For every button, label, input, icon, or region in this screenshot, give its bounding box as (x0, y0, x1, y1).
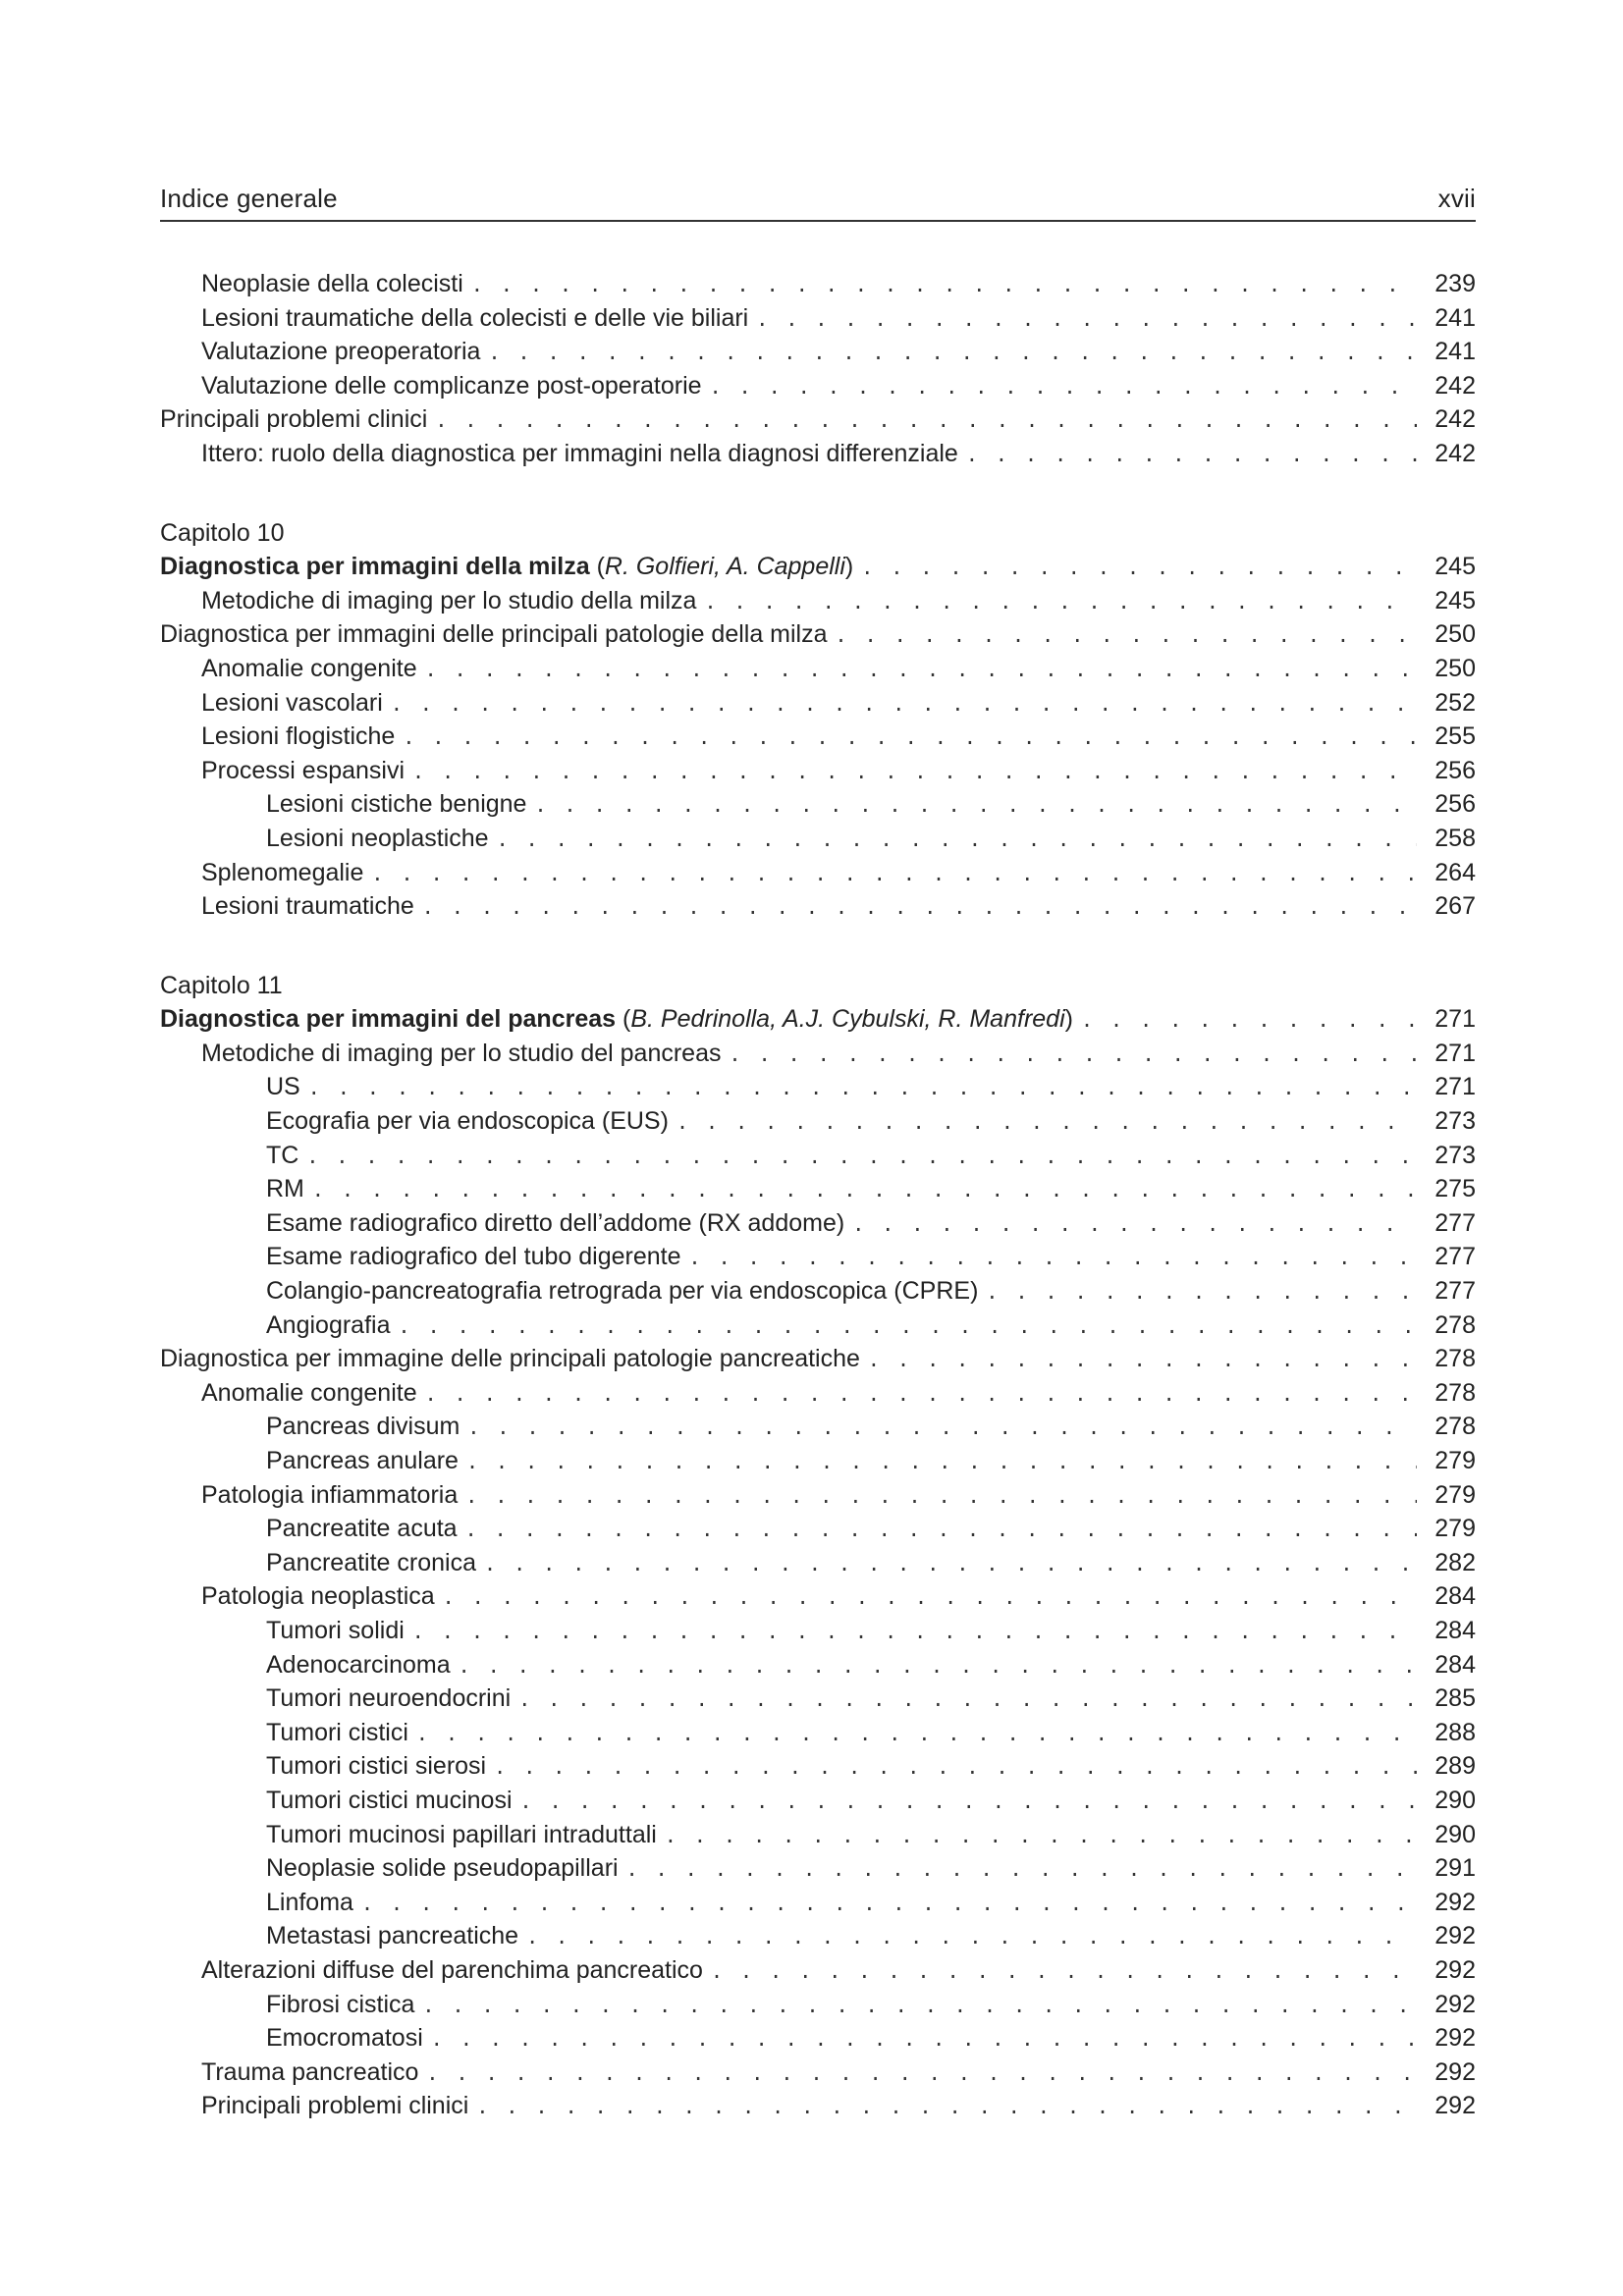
dot-leader (710, 370, 1417, 404)
dot-leader (306, 1140, 1417, 1174)
toc-entry[interactable] (160, 1784, 1476, 1818)
toc-entry[interactable] (160, 652, 1476, 686)
toc-page-number: 271 (1434, 1039, 1476, 1067)
toc-entry[interactable] (160, 1070, 1476, 1104)
toc-page-number: 273 (1434, 1107, 1476, 1136)
dot-leader (422, 890, 1417, 925)
toc-section (160, 969, 1476, 2123)
toc-entry-title: Linfoma (266, 1888, 353, 1916)
toc-page-number: 292 (1434, 1990, 1476, 2018)
dot-leader (966, 438, 1417, 472)
chapter-title: Diagnostica per immagini della milza (160, 553, 590, 581)
toc-entry-title: Lesioni traumatiche della colecisti e delle vie biliari (201, 303, 749, 332)
toc-page-number: 292 (1434, 1888, 1476, 1916)
dot-leader (494, 1750, 1417, 1785)
toc-entry[interactable] (160, 1919, 1476, 1953)
toc-entry[interactable] (160, 1274, 1476, 1308)
toc-entry-title: RM (266, 1175, 304, 1203)
toc-entry-title: Esame radiografico del tubo digerente (266, 1243, 681, 1271)
toc-entry-title: Tumori mucinosi papillari intraduttali (266, 1820, 657, 1848)
dot-leader (416, 1717, 1417, 1751)
toc-page-number: 250 (1434, 654, 1476, 682)
toc-entry[interactable] (160, 720, 1476, 754)
toc-page-number: 278 (1434, 1310, 1476, 1339)
toc-entry-title: Lesioni traumatiche (201, 892, 414, 921)
dot-leader (398, 1309, 1417, 1344)
toc-entry[interactable] (160, 1206, 1476, 1241)
toc-entry-title: Fibrosi cistica (266, 1990, 415, 2018)
toc-entry-title: Lesioni neoplastiche (266, 824, 489, 852)
toc-page-number: 255 (1434, 722, 1476, 751)
toc-page-number: 284 (1434, 1650, 1476, 1679)
dot-leader (520, 1785, 1417, 1819)
toc-entry-title: Metodiche di imaging per lo studio del pancreas (201, 1039, 722, 1067)
toc-entry[interactable] (160, 2056, 1476, 2090)
toc-entry[interactable] (160, 437, 1476, 471)
chapter-authors: R. Golfieri, A. Cappelli (604, 553, 845, 581)
toc-entry[interactable] (160, 1716, 1476, 1750)
toc-entry-title: Neoplasie della colecisti (201, 270, 463, 297)
toc-entry[interactable] (160, 1444, 1476, 1478)
toc-page-number: 292 (1434, 2024, 1476, 2053)
chapter-authors: B. Pedrinolla, A.J. Cybulski, R. Manfredi (630, 1005, 1065, 1034)
toc-section (160, 267, 1476, 471)
toc-entry[interactable] (160, 617, 1476, 652)
dot-leader (425, 1377, 1417, 1412)
toc-page-number: 273 (1434, 1141, 1476, 1169)
table-of-contents (160, 267, 1476, 2123)
dot-leader (426, 2056, 1417, 2091)
toc-page-number: 241 (1434, 338, 1476, 366)
toc-page-number: 242 (1434, 405, 1476, 434)
toc-entry-title: Tumori cistici sierosi (266, 1752, 487, 1781)
toc-page-number: 290 (1434, 1820, 1476, 1848)
dot-leader (986, 1275, 1417, 1309)
toc-entry-title: Principali problemi clinici (160, 405, 428, 434)
toc-entry[interactable] (160, 1546, 1476, 1580)
toc-page-number: 278 (1434, 1378, 1476, 1407)
toc-entry-title: Metastasi pancreatiche (266, 1922, 519, 1950)
dot-leader (459, 1649, 1417, 1683)
toc-entry[interactable] (160, 1139, 1476, 1173)
toc-entry[interactable] (160, 2089, 1476, 2123)
toc-entry[interactable] (160, 787, 1476, 822)
toc-page-number: 256 (1434, 790, 1476, 819)
toc-entry[interactable] (160, 1614, 1476, 1648)
toc-entry-title: Valutazione delle complicanze post-operatorie (201, 371, 702, 400)
toc-page-number: 277 (1434, 1208, 1476, 1237)
toc-entry[interactable] (160, 1240, 1476, 1274)
dot-leader (425, 653, 1417, 687)
toc-entry-title: Processi espansivi (201, 756, 406, 784)
toc-page-number: 277 (1434, 1243, 1476, 1271)
dot-leader (756, 302, 1417, 337)
dot-leader (484, 1547, 1417, 1581)
toc-page-number: 245 (1434, 586, 1476, 614)
toc-page-number: 288 (1434, 1718, 1476, 1746)
toc-page-number: 241 (1434, 303, 1476, 332)
dot-leader (361, 1887, 1417, 1921)
toc-entry[interactable] (160, 1579, 1476, 1614)
dot-leader (665, 1819, 1417, 1853)
dot-leader (852, 1207, 1417, 1242)
toc-entry[interactable] (160, 1749, 1476, 1784)
dot-leader (711, 1954, 1417, 1989)
toc-page-number: 279 (1434, 1447, 1476, 1474)
toc-entry[interactable] (160, 584, 1476, 618)
toc-entry-title: Patologia infiammatoria (201, 1480, 459, 1509)
section-gap (160, 471, 1476, 516)
toc-entry[interactable] (160, 1172, 1476, 1206)
toc-entry-title: US (266, 1073, 300, 1101)
toc-entry[interactable] (160, 754, 1476, 788)
toc-page-number: 278 (1434, 1413, 1476, 1441)
toc-entry[interactable] (160, 1002, 1476, 1037)
toc-entry-title: Trauma pancreatico (201, 2057, 419, 2086)
toc-entry[interactable] (160, 1988, 1476, 2022)
toc-entry[interactable] (160, 889, 1476, 924)
toc-entry[interactable] (160, 1682, 1476, 1716)
dot-leader (488, 336, 1417, 370)
toc-entry-title: Diagnostica per immagini del pancreas (B. Pedrinolla, A.J. Cybulski, R. Manfredi) (160, 1005, 1073, 1034)
dot-leader (431, 2022, 1417, 2056)
toc-page-number: 258 (1434, 824, 1476, 852)
toc-entry-title: Pancreatite acuta (266, 1515, 458, 1543)
toc-entry-title: Tumori cistici mucinosi (266, 1786, 513, 1814)
toc-entry-title: Patologia neoplastica (201, 1582, 435, 1611)
dot-leader (312, 1173, 1417, 1207)
toc-entry[interactable] (160, 267, 1476, 301)
toc-entry-title: Emocromatosi (266, 2024, 423, 2053)
toc-page-number: 271 (1434, 1005, 1476, 1034)
toc-page-number: 292 (1434, 1922, 1476, 1950)
toc-entry-title: Angiografia (266, 1310, 391, 1339)
toc-entry-title: Lesioni cistiche benigne (266, 790, 527, 819)
toc-entry-title: Anomalie congenite (201, 654, 417, 682)
toc-page-number: 267 (1434, 892, 1476, 921)
toc-entry[interactable] (160, 822, 1476, 856)
toc-entry-title: Adenocarcinoma (266, 1650, 451, 1679)
dot-leader (676, 1105, 1417, 1140)
toc-page-number: 284 (1434, 1582, 1476, 1611)
dot-leader (518, 1682, 1417, 1717)
toc-entry-title: Colangio-pancreatografia retrograda per via endoscopica (CPRE) (266, 1277, 979, 1306)
toc-page-number: 242 (1434, 371, 1476, 400)
toc-entry-title: Pancreas anulare (266, 1447, 459, 1474)
toc-entry[interactable] (160, 1953, 1476, 1988)
toc-entry-title: Splenomegalie (201, 858, 364, 886)
toc-page-number: 245 (1434, 553, 1476, 581)
toc-page-number: 278 (1434, 1345, 1476, 1373)
dot-leader (467, 1411, 1417, 1445)
dot-leader (465, 1513, 1417, 1547)
dot-leader (526, 1920, 1417, 1954)
toc-entry[interactable] (160, 301, 1476, 336)
toc-entry[interactable] (160, 1342, 1476, 1376)
toc-entry-title: Anomalie congenite (201, 1378, 417, 1407)
dot-leader (836, 618, 1417, 653)
toc-page-number: 256 (1434, 756, 1476, 784)
dot-leader (1081, 1003, 1417, 1038)
toc-entry[interactable] (160, 1410, 1476, 1444)
toc-entry[interactable] (160, 1648, 1476, 1682)
dot-leader (443, 1580, 1417, 1615)
dot-leader (391, 687, 1417, 721)
toc-entry[interactable] (160, 1376, 1476, 1411)
chapter-label: Capitolo 11 (160, 971, 283, 999)
toc-entry-title: Diagnostica per immagini della milza (R. Golfieri, A. Cappelli) (160, 553, 854, 581)
toc-entry-title: Neoplasie solide pseudopapillari (266, 1854, 619, 1883)
toc-entry[interactable] (160, 2021, 1476, 2056)
toc-page-number: 264 (1434, 858, 1476, 886)
toc-entry-title: Tumori solidi (266, 1616, 405, 1644)
toc-page-number: 250 (1434, 620, 1476, 649)
toc-entry[interactable] (160, 335, 1476, 369)
toc-entry-title: Diagnostica per immagini delle principali patologie della milza (160, 620, 828, 649)
toc-page-number: 289 (1434, 1752, 1476, 1781)
dot-leader (435, 403, 1417, 438)
dot-leader (412, 1615, 1417, 1649)
toc-entry-title: Ittero: ruolo della diagnostica per immagini nella diagnosi differenziale (201, 439, 958, 467)
section-gap (160, 924, 1476, 969)
toc-page-number: 284 (1434, 1616, 1476, 1644)
toc-entry[interactable] (160, 1818, 1476, 1852)
dot-leader (861, 551, 1417, 585)
toc-page-number: 242 (1434, 439, 1476, 467)
toc-entry[interactable] (160, 1104, 1476, 1139)
toc-entry-title: Metodiche di imaging per lo studio della milza (201, 586, 697, 614)
dot-leader (534, 788, 1417, 823)
toc-entry[interactable] (160, 1478, 1476, 1513)
toc-entry-title: Esame radiografico diretto dell’addome (RX addome) (266, 1208, 845, 1237)
dot-leader (476, 2090, 1417, 2124)
toc-entry[interactable] (160, 1886, 1476, 1920)
dot-leader (371, 857, 1417, 891)
toc-entry[interactable] (160, 369, 1476, 403)
toc-entry-title: Valutazione preoperatoria (201, 338, 481, 366)
toc-page-number: 282 (1434, 1548, 1476, 1576)
dot-leader (403, 721, 1417, 755)
toc-page-number: 285 (1434, 1684, 1476, 1713)
dot-leader (497, 823, 1417, 857)
dot-leader (868, 1343, 1417, 1377)
toc-entry-title: Tumori neuroendocrini (266, 1684, 512, 1713)
dot-leader (412, 755, 1417, 789)
toc-page-number: 291 (1434, 1854, 1476, 1883)
dot-leader (704, 585, 1417, 619)
toc-entry-title: Pancreatite cronica (266, 1548, 477, 1576)
toc-page-number: 279 (1434, 1515, 1476, 1543)
dot-leader (465, 1479, 1417, 1514)
toc-page-number: 292 (1434, 2092, 1476, 2120)
toc-page-number: 252 (1434, 688, 1476, 717)
toc-entry-title: Ecografia per via endoscopica (EUS) (266, 1107, 669, 1136)
toc-entry[interactable] (160, 856, 1476, 890)
page-header (160, 183, 1476, 222)
toc-entry-title: Lesioni vascolari (201, 688, 383, 717)
toc-entry-title: Tumori cistici (266, 1718, 408, 1746)
toc-section (160, 516, 1476, 924)
toc-page-number: 277 (1434, 1277, 1476, 1306)
toc-entry[interactable] (160, 686, 1476, 721)
dot-leader (729, 1038, 1417, 1072)
chapter-label: Capitolo 10 (160, 518, 285, 547)
toc-entry[interactable] (160, 1851, 1476, 1886)
toc-entry[interactable] (160, 402, 1476, 437)
toc-entry[interactable] (160, 550, 1476, 584)
toc-page-number: 279 (1434, 1480, 1476, 1509)
toc-entry[interactable] (160, 1308, 1476, 1343)
toc-entry[interactable] (160, 1512, 1476, 1546)
toc-entry-title: TC (266, 1141, 299, 1169)
toc-entry-title: Pancreas divisum (266, 1413, 460, 1441)
dot-leader (308, 1071, 1417, 1105)
toc-page-number: 271 (1434, 1073, 1476, 1101)
toc-entry-title: Diagnostica per immagine delle principali patologie pancreatiche (160, 1345, 860, 1373)
page-number: xvii (1437, 184, 1476, 213)
toc-page-number: 292 (1434, 1955, 1476, 1984)
running-title: Indice generale (160, 184, 338, 213)
dot-leader (689, 1241, 1418, 1275)
dot-leader (466, 1445, 1417, 1479)
dot-leader (422, 1989, 1417, 2023)
toc-entry-title: Alterazioni diffuse del parenchima pancreatico (201, 1955, 703, 1984)
toc-entry-title: Lesioni flogistiche (201, 722, 396, 751)
toc-page-number: 275 (1434, 1175, 1476, 1203)
toc-page-number: 292 (1434, 2057, 1476, 2086)
dot-leader (626, 1852, 1417, 1887)
toc-page-number: 239 (1434, 270, 1476, 297)
toc-page-number: 290 (1434, 1786, 1476, 1814)
chapter-title: Diagnostica per immagini del pancreas (160, 1005, 617, 1034)
toc-entry[interactable] (160, 1037, 1476, 1071)
toc-entry-title: Principali problemi clinici (201, 2092, 469, 2120)
dot-leader (471, 268, 1417, 302)
